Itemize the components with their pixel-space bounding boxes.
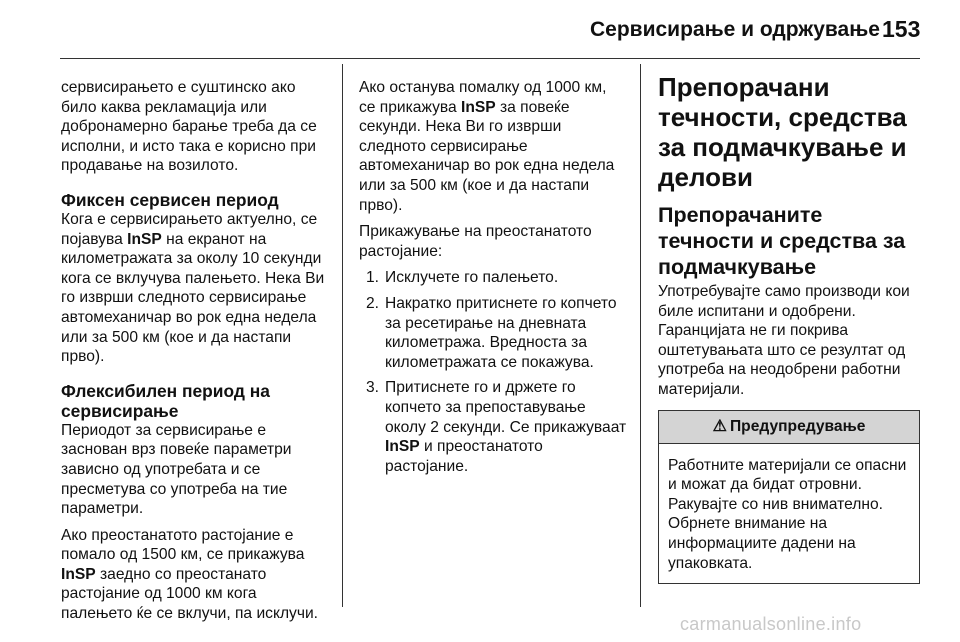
p1-text-post: за повеќе секунди. Нека Ви го изврши следното сервисирање автомеханичар во рок една недела или за 500 км (кое и да настапи прво). — [359, 98, 615, 214]
heading-fixed-service-period: Фиксен сервисен период — [61, 189, 279, 210]
fixed-text-post: на екранот на километражата за околу 10 секунди кога се вклучува палењето. Нека Ви го изврши следното сервисирање автомеханичар во рок една недела или за 500 км (кое и да настапи прво). — [61, 230, 325, 366]
step-text-pre: Притиснете го и држете го копчето за препоставување околу 2 секунди. Се прикажуваат — [385, 379, 627, 436]
step-number: 1. — [366, 269, 380, 287]
subsection-title: Препорачаните течности и средства за подмачкување — [658, 203, 906, 279]
column-1 — [61, 78, 331, 631]
step-text: Исклучете го палењето. — [385, 269, 559, 287]
page-number: 153 — [882, 16, 921, 42]
list-item — [359, 378, 627, 476]
heading-flexible-service-period: Флексибилен период на сервисирање — [61, 380, 270, 421]
fixed-period-paragraph — [61, 210, 331, 367]
step-text: Накратко притиснете го копчето за ресетирање на дневната километража. Вредноста за километражата се покажува. — [385, 294, 617, 371]
column-divider-1 — [342, 64, 343, 607]
warning-triangle-icon: ⚠ — [712, 417, 727, 435]
flex-text-post: заедно со преостанато растојание од 1000 км кога палењето ќе се вклучи, па исклучи. — [61, 565, 319, 623]
warning-text: Работните материјали се опасни и можат да бидат отровни. Ракувајте со нив внимателно. Обрнете внимание на информациите дадени на упаковката. — [668, 456, 907, 572]
insp-indicator: InSP — [385, 438, 420, 456]
running-header-title: Сервисирање и одржување — [590, 18, 880, 41]
display-remaining-intro: Прикажување на преостанатото растојание: — [359, 223, 592, 260]
step-number: 3. — [366, 379, 380, 397]
warning-title: Предупредување — [729, 417, 866, 435]
p1-text-pre: Ако останува помалку од 1000 км, се прикажува — [359, 79, 607, 116]
list-item — [359, 268, 627, 288]
step-number: 2. — [366, 294, 380, 312]
page-header — [0, 0, 960, 58]
remaining-distance-paragraph — [61, 526, 331, 624]
column-divider-2 — [640, 64, 641, 607]
warning-header — [659, 411, 919, 444]
fixed-text-pre: Кога е сервисирањето актуелно, се појавува — [61, 210, 318, 248]
watermark: carmanualsonline.info — [680, 614, 862, 634]
column-2 — [359, 78, 627, 482]
under-1000km-paragraph — [359, 78, 627, 215]
section-title: Препорачани течности, средства за подмачкување и делови — [658, 72, 907, 192]
steps-list — [359, 268, 627, 476]
flexible-period-paragraph: Периодот за сервисирање е заснован врз повеќе параметри зависно од употребата и се пресметува со употреба на тие параметри. — [61, 421, 292, 518]
header-divider — [60, 58, 920, 59]
column-3 — [658, 72, 920, 584]
list-item — [359, 294, 627, 372]
step-text-post: и преостанатото растојание. — [385, 438, 543, 475]
insp-indicator: InSP — [127, 230, 162, 248]
intro-paragraph: сервисирањето е суштинско ако било каква рекламација или добронамерно барање треба да се исполни, и исто така е корисно при продавање на возилото. — [61, 79, 317, 175]
warning-box — [658, 410, 920, 585]
insp-indicator: InSP — [61, 565, 96, 583]
approved-products-paragraph: Употребувајте само производи кои биле испитани и одобрени. Гаранцијата не ги покрива оштетувањата што се резултат од употреба на неодобрени работни материјали. — [658, 283, 910, 398]
insp-indicator: InSP — [460, 98, 496, 116]
flex-text-pre: Ако преостанатото растојание е помало од 1500 км, се прикажува — [61, 526, 305, 564]
